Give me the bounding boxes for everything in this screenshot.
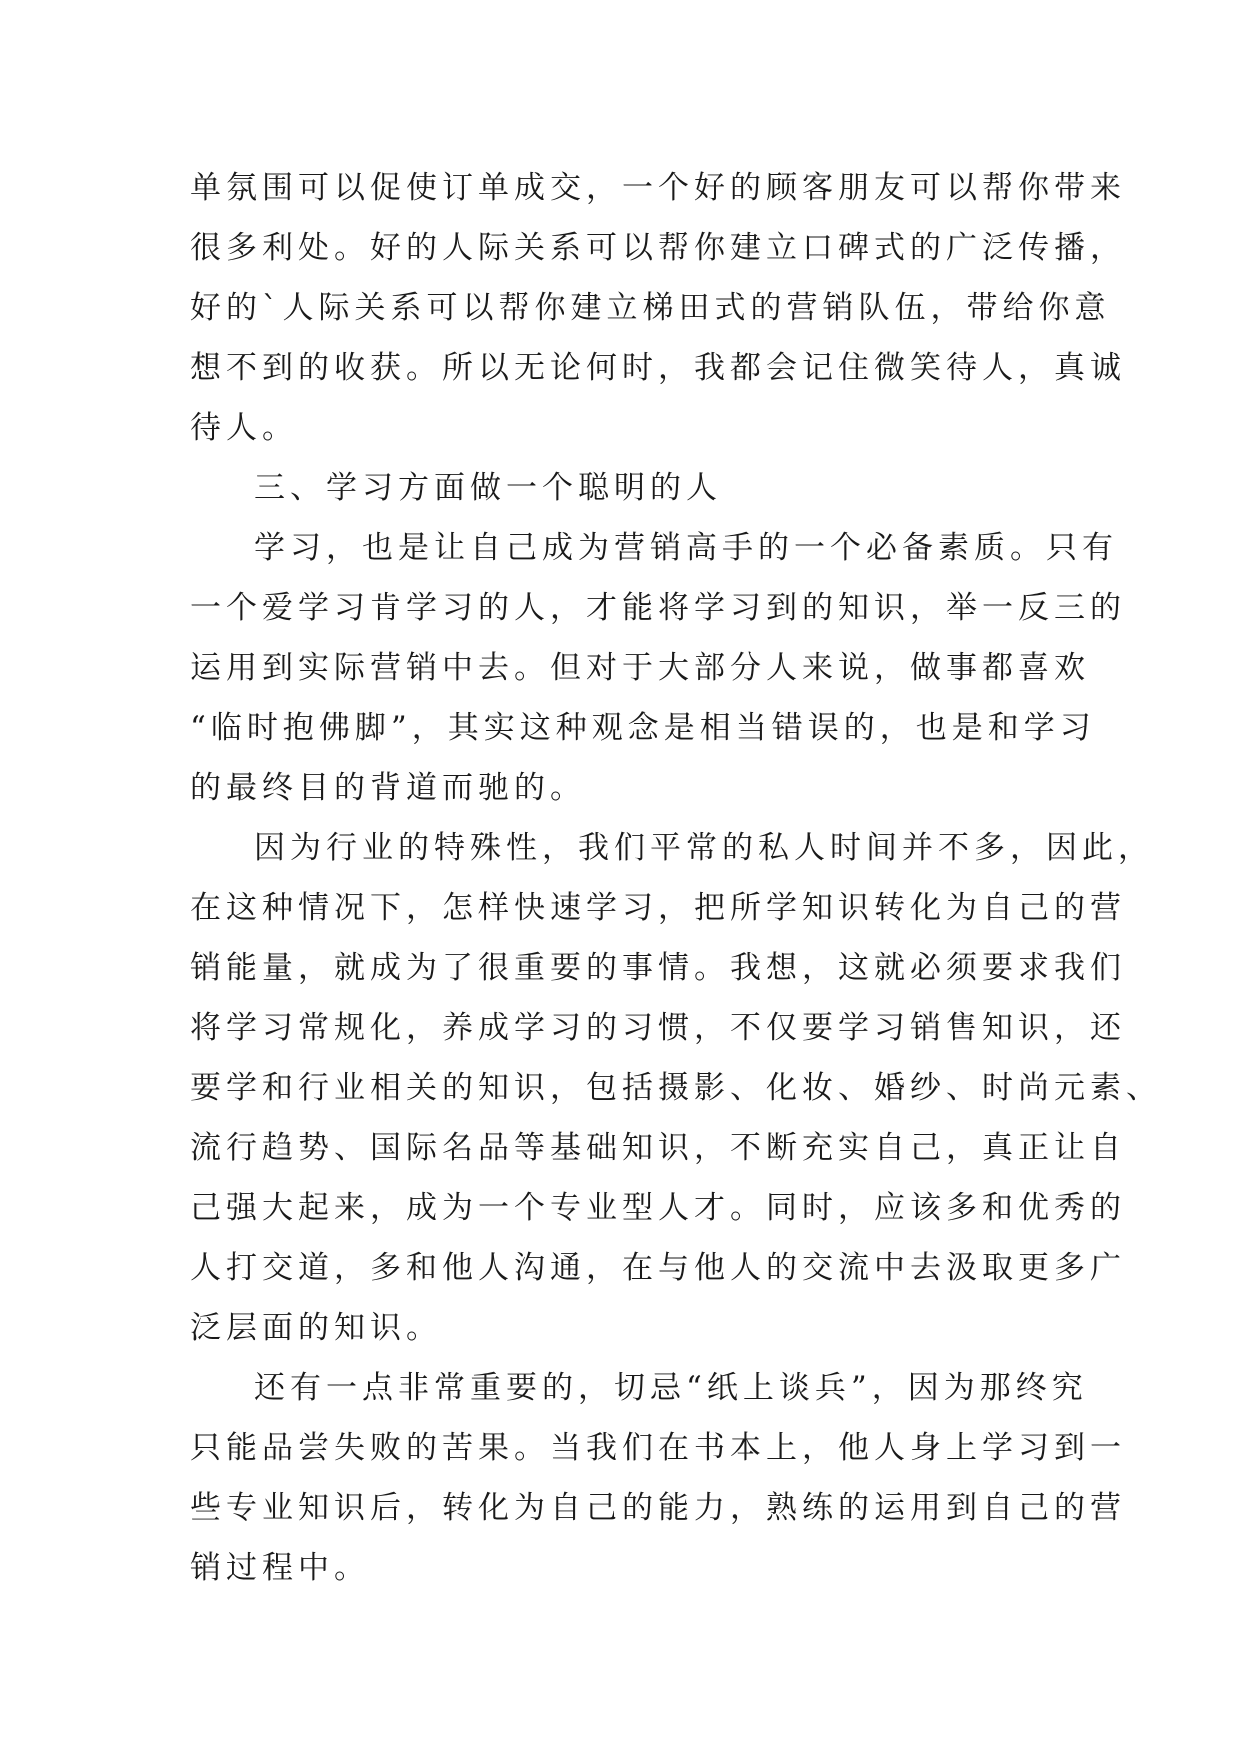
text-line: 的最终目的背道而驰的。 — [190, 770, 586, 806]
text-line: 运用到实际营销中去。但对于大部分人来说，做事都喜欢 — [190, 650, 1090, 686]
text-line: 一个爱学习肯学习的人，才能将学习到的知识，举一反三的 — [190, 590, 1126, 626]
text-line: 己强大起来，成为一个专业型人才。同时，应该多和优秀的 — [190, 1190, 1126, 1226]
text-line: 销能量，就成为了很重要的事情。我想，这就必须要求我们 — [190, 950, 1126, 986]
text-line: 只能品尝失败的苦果。当我们在书本上，他人身上学习到一 — [190, 1430, 1126, 1466]
text-line: 要学和行业相关的知识，包括摄影、化妆、婚纱、时尚元素、 — [190, 1070, 1162, 1106]
paragraph-first-line: 因为行业的特殊性，我们平常的私人时间并不多，因此， — [254, 830, 1154, 866]
paragraph-first-line: 还有一点非常重要的，切忌“纸上谈兵”，因为那终究 — [254, 1370, 1088, 1406]
section-heading: 三、学习方面做一个聪明的人 — [254, 470, 722, 506]
text-line: 很多利处。好的人际关系可以帮你建立口碑式的广泛传播， — [190, 230, 1126, 266]
text-line: 人打交道，多和他人沟通，在与他人的交流中去汲取更多广 — [190, 1250, 1126, 1286]
text-line: 想不到的收获。所以无论何时，我都会记住微笑待人，真诚 — [190, 350, 1126, 386]
text-line: 待人。 — [190, 410, 298, 446]
text-line: 将学习常规化，养成学习的习惯，不仅要学习销售知识，还 — [190, 1010, 1126, 1046]
text-line: 销过程中。 — [190, 1550, 370, 1586]
text-line: 流行趋势、国际名品等基础知识，不断充实自己，真正让自 — [190, 1130, 1126, 1166]
text-line: 些专业知识后，转化为自己的能力，熟练的运用到自己的营 — [190, 1490, 1126, 1526]
text-line: “临时抱佛脚”，其实这种观念是相当错误的，也是和学习 — [190, 710, 1096, 746]
paragraph-first-line: 学习，也是让自己成为营销高手的一个必备素质。只有 — [254, 530, 1118, 566]
text-line: 泛层面的知识。 — [190, 1310, 442, 1346]
text-line: 好的`人际关系可以帮你建立梯田式的营销队伍，带给你意 — [190, 290, 1111, 326]
text-line: 单氛围可以促使订单成交，一个好的顾客朋友可以帮你带来 — [190, 170, 1126, 206]
text-line: 在这种情况下，怎样快速学习，把所学知识转化为自己的营 — [190, 890, 1126, 926]
